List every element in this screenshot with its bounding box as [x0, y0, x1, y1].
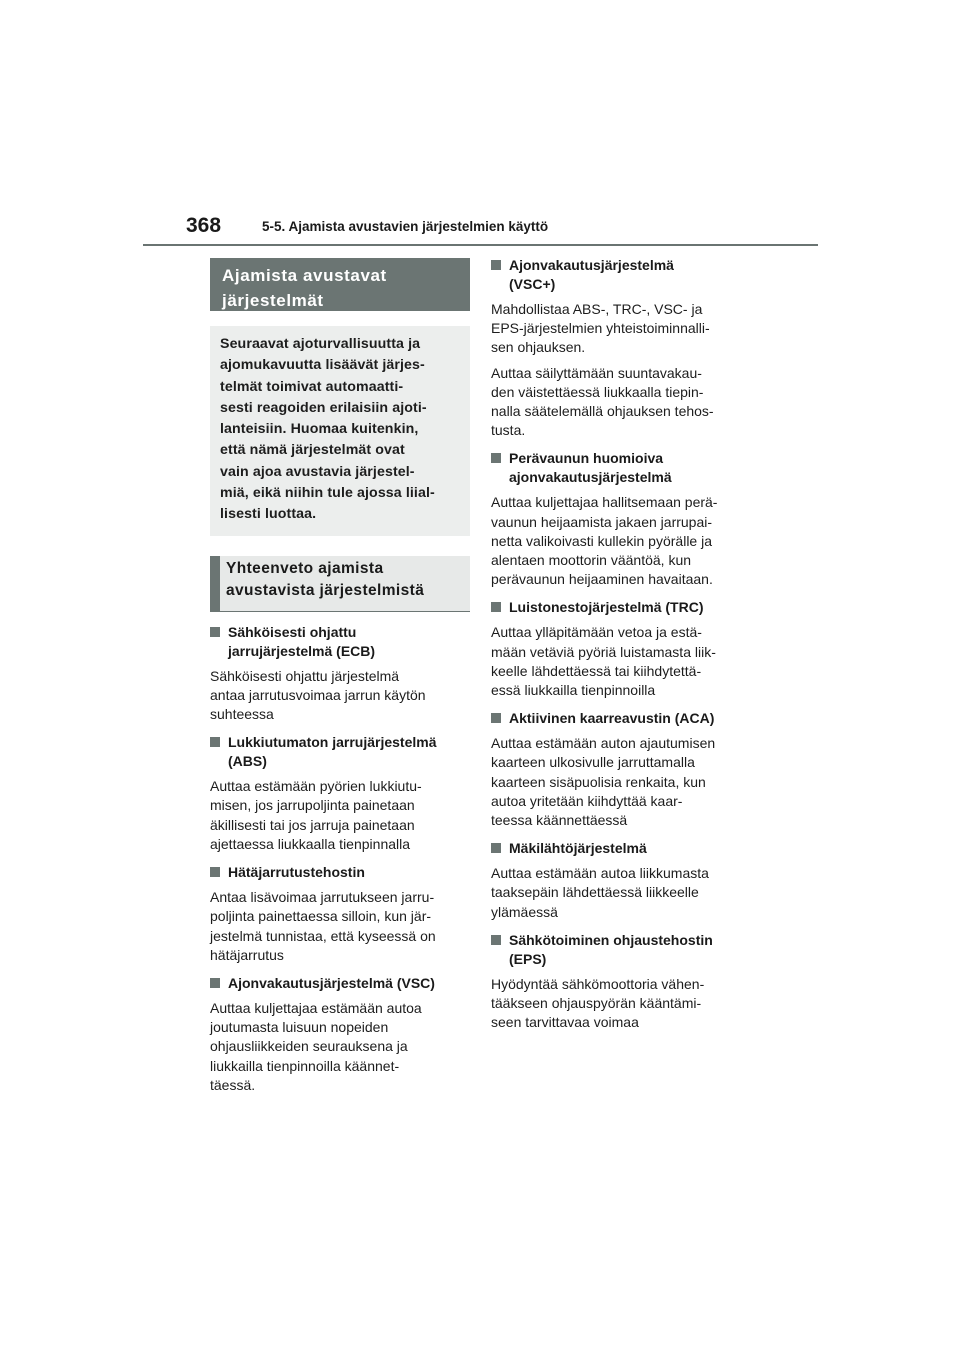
item-body-line: den väistettäessä liukkaalla tiepin-	[491, 383, 704, 400]
item-body-line: Antaa lisävoimaa jarrutukseen jarru-	[210, 889, 435, 906]
item-title-line: Hätäjarrutustehostin	[228, 864, 365, 881]
item-body-aca	[491, 734, 753, 830]
item-title-line: Sähköisesti ohjattu	[228, 623, 357, 640]
item-title-line: (EPS)	[509, 950, 547, 967]
item-body-line: ajettaessa liukkaalla tienpinnalla	[210, 835, 411, 852]
intro-note-line: että nämä järjestelmät ovat	[220, 442, 405, 459]
item-body-line: essä liukkailla tienpinnoilla	[491, 682, 656, 699]
item-title-line: Lukkiutumaton jarrujärjestelmä	[228, 734, 437, 751]
page-number: 368	[186, 214, 222, 237]
item-body-line: mään vetäviä pyöriä luistamasta liik-	[491, 643, 716, 660]
item-title-brake-assist	[210, 863, 470, 882]
item-body-line: misen, jos jarrupoljinta painetaan	[210, 797, 415, 814]
intro-note-line: lisesti luottaa.	[220, 506, 317, 523]
left-column	[210, 258, 470, 1095]
item-title-aca	[491, 709, 753, 728]
square-bullet-icon	[491, 935, 501, 945]
main-heading-line: Ajamista avustavat	[222, 266, 387, 285]
square-bullet-icon	[491, 260, 501, 270]
item-body-line: Auttaa säilyttämään suuntavakau-	[491, 364, 702, 381]
item-body-line: perävaunun heijaaminen havaitaan.	[491, 571, 713, 588]
header-rule	[143, 244, 818, 246]
item-body-trc	[491, 623, 753, 700]
item-title-vsc-plus	[491, 256, 753, 294]
item-title-line: Mäkilähtöjärjestelmä	[509, 840, 647, 857]
item-body-line: jestelmä tunnistaa, että kyseessä on	[210, 927, 436, 944]
intro-note	[210, 326, 470, 536]
item-body-line: taaksepäin lähdettäessä liikkeelle	[491, 884, 699, 901]
item-body-vsc	[210, 999, 470, 1095]
item-body-line: seen tarvittavaa voimaa	[491, 1014, 639, 1031]
right-column	[491, 256, 753, 1032]
item-title-line: Perävaunun huomioiva	[509, 450, 664, 467]
square-bullet-icon	[491, 843, 501, 853]
item-body-line: Auttaa ylläpitämään vetoa ja estä-	[491, 624, 702, 641]
item-body-line: netta valikoivasti kullekin pyörälle ja	[491, 532, 712, 549]
item-body-line: antaa jarrutusvoimaa jarrun käytön	[210, 686, 426, 703]
item-body-line: täessä.	[210, 1076, 256, 1093]
item-body-vsc-plus	[491, 300, 753, 358]
item-title-trailer-sway	[491, 449, 753, 487]
item-body-line: EPS-järjestelmien yhteistoiminnalli-	[491, 320, 710, 337]
square-bullet-icon	[491, 453, 501, 463]
item-title-line: (VSC+)	[509, 276, 556, 292]
intro-note-line: sesti reagoiden erilaisiin ajoti-	[220, 399, 427, 416]
intro-note-line: telmät toimivat automaatti-	[220, 378, 404, 395]
square-bullet-icon	[210, 978, 220, 988]
item-body-line: liukkailla tienpinnoilla käännet-	[210, 1057, 400, 1074]
item-title-hill-start	[491, 839, 753, 858]
item-body-line: Auttaa estämään autoa liikkumasta	[491, 865, 709, 882]
item-body-line: keelle lähdettäessä tai kiihdytettä-	[491, 662, 702, 679]
section-title: 5-5. Ajamista avustavien järjestelmien käyttö	[262, 219, 549, 234]
item-title-line: Luistonestojärjestelmä (TRC)	[509, 599, 704, 616]
item-body-hill-start	[491, 864, 753, 922]
item-body-trailer-sway	[491, 493, 753, 589]
item-body-brake-assist	[210, 888, 470, 965]
item-body-line: alentaen moottorin vääntöä, kun	[491, 552, 692, 569]
item-body-line: teessa käännettäessä	[491, 812, 628, 829]
item-body-ecb	[210, 667, 470, 725]
item-body-line: vaunun heijaamista jakaen jarrupai-	[491, 513, 713, 530]
summary-heading	[210, 556, 470, 612]
item-body-abs	[210, 777, 470, 854]
item-title-line: Ajonvakautusjärjestelmä (VSC)	[228, 974, 435, 991]
intro-note-line: lanteisiin. Huomaa kuitenkin,	[220, 421, 419, 438]
square-bullet-icon	[210, 867, 220, 877]
item-body-vsc-plus-extra	[491, 364, 753, 441]
item-body-line: autoa yritetään kiihdyttää kaar-	[491, 792, 683, 809]
item-body-line: poljinta painettaessa silloin, kun jär-	[210, 908, 432, 925]
item-title-ecb	[210, 623, 470, 661]
item-body-line: sen ohjauksen.	[491, 339, 586, 356]
item-title-line: Sähkötoiminen ohjaustehostin	[509, 931, 713, 948]
square-bullet-icon	[210, 627, 220, 637]
item-body-line: Auttaa kuljettajaa estämään autoa	[210, 999, 422, 1016]
summary-heading-line: avustavista järjestelmistä	[226, 582, 425, 600]
square-bullet-icon	[491, 713, 501, 723]
item-body-line: Hyödyntää sähkömoottoria vähen-	[491, 975, 705, 992]
item-body-line: suhteessa	[210, 706, 274, 723]
intro-note-line: vain ajoa avustavia järjestel-	[220, 463, 415, 480]
item-title-trc	[491, 598, 753, 617]
item-body-line: tusta.	[491, 422, 526, 439]
square-bullet-icon	[210, 737, 220, 747]
item-title-line: Aktiivinen kaarreavustin (ACA)	[509, 710, 715, 727]
main-heading-line: järjestelmät	[222, 291, 324, 310]
summary-heading-line: Yhteenveto ajamista	[226, 559, 384, 577]
item-body-line: äkillisesti tai jos jarruja painetaan	[210, 816, 415, 833]
item-title-line: jarrujärjestelmä (ECB)	[228, 642, 376, 659]
item-body-line: ohjausliikkeiden seurauksena ja	[210, 1038, 408, 1055]
item-title-line: ajonvakautusjärjestelmä	[509, 469, 672, 486]
item-body-line: tääkseen ohjauspyörän kääntämi-	[491, 995, 702, 1012]
item-body-line: Auttaa estämään auton ajautumisen	[491, 735, 716, 752]
item-body-line: hätäjarrutus	[210, 946, 284, 963]
item-body-line: kaarteen sisäpuolisia renkaita, kun	[491, 773, 706, 790]
item-title-eps	[491, 931, 753, 969]
intro-note-line: miä, eikä niihin tule ajossa liial-	[220, 485, 435, 502]
item-title-abs	[210, 733, 470, 771]
item-body-line: ylämäessä	[491, 903, 558, 920]
item-body-line: Mahdollistaa ABS-, TRC-, VSC- ja	[491, 301, 703, 317]
square-bullet-icon	[491, 602, 501, 612]
item-body-eps	[491, 975, 753, 1033]
item-title-line: (ABS)	[228, 753, 267, 770]
item-body-line: kaarteen ulkosivulle jarruttamalla	[491, 754, 695, 771]
intro-note-line: ajomukavuutta lisäävät järjes-	[220, 357, 425, 374]
item-body-line: Auttaa estämään pyörien lukkiutu-	[210, 778, 422, 795]
item-body-line: Auttaa kuljettajaa hallitsemaan perä-	[491, 494, 718, 511]
intro-note-line: Seuraavat ajoturvallisuutta ja	[220, 336, 421, 352]
item-body-line: nalla säätelemällä ohjauksen tehos-	[491, 403, 714, 420]
item-title-line: Ajonvakautusjärjestelmä	[509, 257, 674, 273]
item-body-line: joutumasta luisuun nopeiden	[210, 1019, 389, 1036]
item-title-vsc	[210, 974, 470, 993]
main-heading	[210, 258, 470, 311]
item-body-line: Sähköisesti ohjattu järjestelmä	[210, 667, 400, 684]
